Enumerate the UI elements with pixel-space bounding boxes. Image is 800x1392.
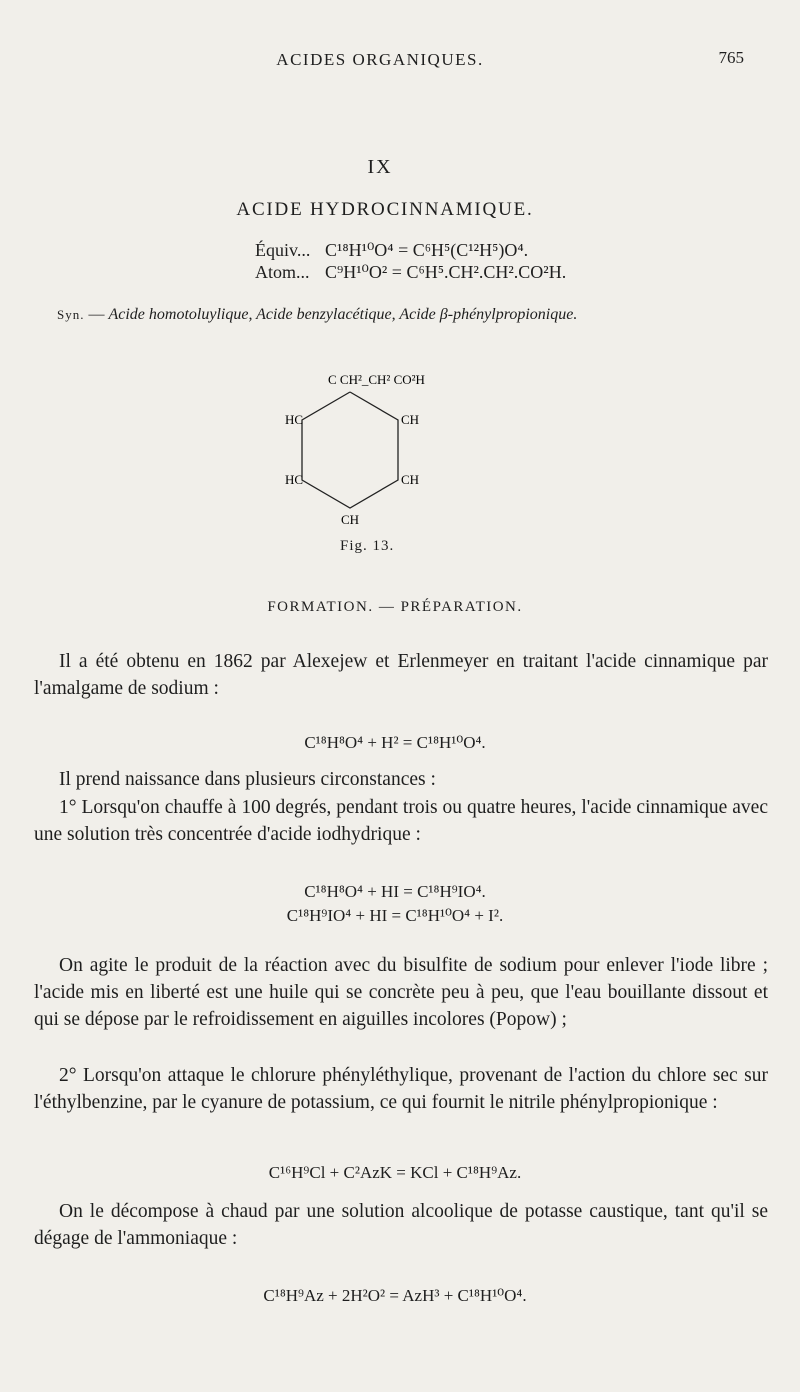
page-number: 765 xyxy=(718,48,744,67)
paragraph-1: Il a été obtenu en 1862 par Alexejew et Erlenmeyer en traitant l'acide cinnamique par l'amalgame de sodium : xyxy=(34,651,768,699)
paragraph-5: 2° Lorsqu'on attaque le chlorure phényléthylique, provenant de l'action du chlore sec sur l'éthylbenzine, par le cyanure de potassium, ce qui fournit le nitrile phénylpropionique : xyxy=(34,1065,768,1113)
equiv-label: Équiv... xyxy=(255,240,311,260)
equation-3: C¹⁶H⁹Cl + C²AzK = KCl + C¹⁸H⁹Az. xyxy=(268,1163,522,1182)
equiv-formula-row xyxy=(255,240,528,261)
benzene-ring-figure xyxy=(270,362,470,542)
synonyms-line xyxy=(57,306,577,324)
synonyms-text: Acide homotoluylique, Acide benzylacétique, Acide β-phénylpropionique. xyxy=(108,306,578,323)
synonyms-label: Syn. xyxy=(57,307,85,322)
figure-bottom: CH xyxy=(341,512,360,527)
figure-caption: Fig. 13. xyxy=(340,538,395,554)
atom-formula: C⁹H¹⁰O² = C⁶H⁵.CH².CH².CO²H. xyxy=(325,262,567,282)
figure-lower-left: HC xyxy=(285,472,304,487)
atom-formula-row xyxy=(255,262,566,283)
running-header: ACIDES ORGANIQUES. xyxy=(276,50,484,69)
figure-top-label: C CH²_CH² CO²H xyxy=(328,372,425,387)
equation-2a: C¹⁸H⁸O⁴ + HI = C¹⁸H⁹IO⁴. xyxy=(304,882,486,901)
equation-1: C¹⁸H⁸O⁴ + H² = C¹⁸H¹⁰O⁴. xyxy=(304,733,486,752)
paragraph-4: On agite le produit de la réaction avec du bisulfite de sodium pour enlever l'iode libre ; l'acide mis en liberté est une huile qui se concrète peu à peu, que l'eau bouillante dissout et qui se dépose par le refroidissement en aiguilles incolores (Popow) ; xyxy=(34,955,768,1030)
equation-2b: C¹⁸H⁹IO⁴ + HI = C¹⁸H¹⁰O⁴ + I². xyxy=(286,906,504,925)
figure-lower-right: CH xyxy=(401,472,420,487)
benzene-ring xyxy=(302,392,398,508)
paragraph-6: On le décompose à chaud par une solution alcoolique de potasse caustique, tant qu'il se dégage de l'ammoniaque : xyxy=(34,1201,768,1249)
chapter-number: IX xyxy=(367,156,393,178)
equation-4: C¹⁸H⁹Az + 2H²O² = AzH³ + C¹⁸H¹⁰O⁴. xyxy=(263,1286,527,1305)
synonyms-dash: — xyxy=(84,306,109,323)
equiv-formula: C¹⁸H¹⁰O⁴ = C⁶H⁵(C¹²H⁵)O⁴. xyxy=(325,240,529,260)
paragraph-3: 1° Lorsqu'on chauffe à 100 degrés, pendant trois ou quatre heures, l'acide cinnamique avec une solution très concentrée d'acide iodhydrique : xyxy=(34,797,768,845)
figure-upper-right: CH xyxy=(401,412,420,427)
atom-label: Atom... xyxy=(255,262,310,282)
figure-upper-left: HC xyxy=(285,412,304,427)
compound-title: ACIDE HYDROCINNAMIQUE. xyxy=(236,199,534,220)
paragraph-2: Il prend naissance dans plusieurs circonstances : xyxy=(59,769,436,790)
section-heading: FORMATION. — PRÉPARATION. xyxy=(267,599,523,615)
